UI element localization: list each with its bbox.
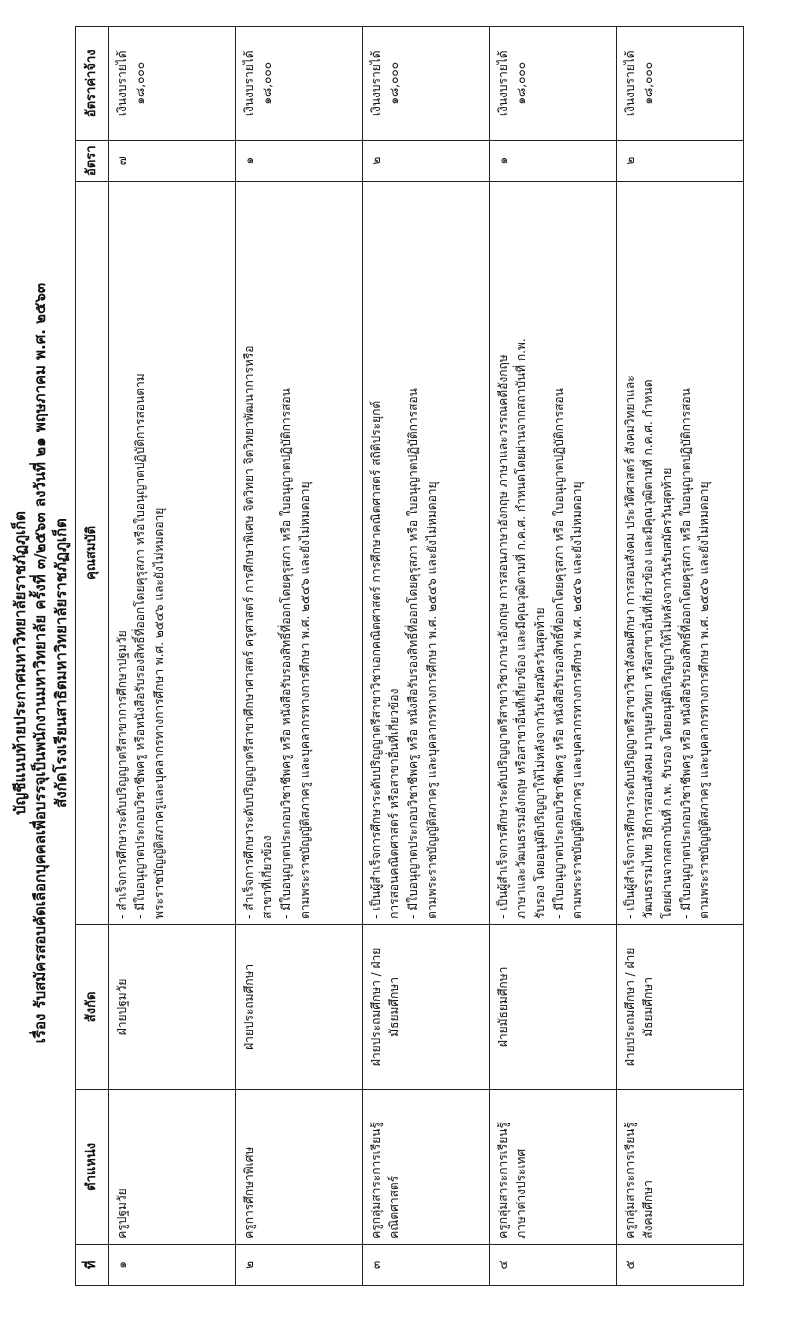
qualification-line: - เป็นผู้สำเร็จการศึกษาระดับปริญญาตรีสาขาวิชาสังคมศึกษา การสอนสังคม ประวัติศาสตร์ สังคมวิทยาและ <box>622 375 637 919</box>
row-rate: ๑ <box>235 140 362 181</box>
row-no: ๒ <box>235 1244 362 1285</box>
row-no: ๔ <box>489 1244 616 1285</box>
row-position: ครูกลุ่มสาระการเรียนรู้ คณิตศาสตร์ <box>362 1089 489 1244</box>
pay-amount: ๑๘,๐๐๐ <box>514 61 529 105</box>
table-row <box>235 27 362 1286</box>
qualification-line: - เป็นผู้สำเร็จการศึกษาระดับปริญญาตรีสาขาวิชาเอกคณิตศาสตร์ การศึกษาคณิตศาสตร์ สถิติประยุกต์ <box>368 400 383 919</box>
qualification-line: ตามพระราชบัญญัติสภาครู และบุคลากรทางการศึกษา พ.ศ. ๒๕๔๖ และยังไม่หมดอายุ <box>697 481 712 919</box>
header-rate: อัตรา <box>75 140 108 181</box>
row-pay <box>108 27 235 141</box>
pay-amount: ๑๘,๐๐๐ <box>387 61 402 105</box>
table-row <box>616 27 743 1286</box>
qualification-line: การสอนคณิตศาสตร์ หรือสาขาอื่นที่เกี่ยวข้อง <box>387 688 402 919</box>
header-subject: เรื่อง รับสมัครสอบคัดเลือกบุคคลเพื่อบรรจุเป็นพนักงานมหาวิทยาลัย ครั้งที่ ๓/๒๕๖๓ ลงวันที่ ๒๑ พฤษภาคม พ.ศ. ๒๕๖๓ <box>31 282 50 1044</box>
row-qualification <box>108 181 235 924</box>
header-no: ที่ <box>75 1244 108 1285</box>
row-rate: ๒ <box>362 140 489 181</box>
row-position: ครูกลุ่มสาระการเรียนรู้ สังคมศึกษา <box>616 1089 743 1244</box>
row-no: ๑ <box>108 1244 235 1285</box>
pay-source: เงินงบรายได้ <box>241 50 256 117</box>
qualification-line: สาขาที่เกี่ยวข้อง <box>260 835 275 919</box>
row-unit: ฝ่ายปฐมวัย <box>108 924 235 1089</box>
qualification-line: วัฒนธรรมไทย วิธีการสอนสังคม มานุษยวิทยา หรือสาขาอื่นที่เกี่ยวข้อง และมีคุณวุฒิตามที่ ก.ค.ศ. กำหนด <box>641 379 656 919</box>
row-position: ครูกลุ่มสาระการเรียนรู้ ภาษาต่างประเทศ <box>489 1089 616 1244</box>
positions-table <box>75 26 744 1286</box>
qualification-line: - เป็นผู้สำเร็จการศึกษาระดับปริญญาตรีสาขาวิชาภาษาอังกฤษ การสอนภาษาอังกฤษ ภาษาและวรรณคดีอังกฤษ <box>495 354 510 919</box>
qualification-line: - มีใบอนุญาตประกอบวิชาชีพครู หรือ หนังสือรับรองสิทธิ์ที่ออกโดยคุรุสภา หรือ ใบอนุญาตปฏิบัติการสอน <box>406 388 421 919</box>
table-row <box>489 27 616 1286</box>
qualification-line: พระราชบัญญัติสภาครูและบุคลากรทางการศึกษา พ.ศ. ๒๕๔๖ และยังไม่หมดอายุ <box>152 507 167 919</box>
header-qualification: คุณสมบัติ <box>75 181 108 924</box>
row-unit: ฝ่ายประถมศึกษา / ฝ่ายมัธยมศึกษา <box>616 924 743 1089</box>
qualification-line: ตามพระราชบัญญัติสภาครู และบุคลากรทางการศึกษา พ.ศ. ๒๕๔๖ และยังไม่หมดอายุ <box>570 481 585 919</box>
qualification-line: - สำเร็จการศึกษาระดับปริญญาตรีสาขาศึกษาศาสตร์ ครุศาสตร์ การศึกษาพิเศษ จิตวิทยา จิตวิทยาพัฒนาการหรือ <box>241 345 256 919</box>
row-position: ครูการศึกษาพิเศษ <box>235 1089 362 1244</box>
pay-amount: ๑๘,๐๐๐ <box>133 61 148 105</box>
pay-amount: ๑๘,๐๐๐ <box>641 61 656 105</box>
row-pay <box>235 27 362 141</box>
row-qualification <box>362 181 489 924</box>
table-row <box>362 27 489 1286</box>
row-qualification <box>489 181 616 924</box>
row-unit: ฝ่ายประถมศึกษา <box>235 924 362 1089</box>
row-position: ครูปฐมวัย <box>108 1089 235 1244</box>
qualification-line: ภาษาและวัฒนธรรมอังกฤษ หรือสาขาอื่นที่เกี่ยวข้อง และมีคุณวุฒิตามที่ ก.ค.ศ. กำหนดโดยผ่านจากสถาบันที่ ก.พ. <box>514 338 529 919</box>
pay-source: เงินงบรายได้ <box>622 50 637 117</box>
qualification-line: โดยผ่านจากสถาบันที่ ก.พ. รับรอง โดยอนุมัติปริญญาให้ไม่หลังจากวันรับสมัครวันสุดท้าย <box>660 467 675 919</box>
header-unit: สังกัด <box>75 924 108 1089</box>
row-qualification <box>616 181 743 924</box>
row-unit: ฝ่ายมัธยมศึกษา <box>489 924 616 1089</box>
table-header-row <box>75 27 108 1286</box>
header-pay: อัตราค่าจ้าง <box>75 27 108 141</box>
pay-source: เงินงบรายได้ <box>368 50 383 117</box>
pay-source: เงินงบรายได้ <box>495 50 510 117</box>
document-header <box>10 40 71 1286</box>
qualification-line: - มีใบอนุญาตประกอบวิชาชีพครู หรือ หนังสือรับรองสิทธิ์ที่ออกโดยคุรุสภา หรือ ใบอนุญาตปฏิบัติการสอน <box>279 388 294 919</box>
row-rate: ๒ <box>616 140 743 181</box>
row-qualification <box>235 181 362 924</box>
table-row <box>108 27 235 1286</box>
pay-source: เงินงบรายได้ <box>114 50 129 117</box>
row-no: ๕ <box>616 1244 743 1285</box>
qualification-line: - มีใบอนุญาตประกอบวิชาชีพครู หรือหนังสือรับรองสิทธิ์ที่ออกโดยคุรุสภา หรือใบอนุญาตปฏิบัติการสอนตาม <box>133 373 148 919</box>
qualification-line: รับรอง โดยอนุมัติปริญญาให้ไม่หลังจากวันรับสมัครวันสุดท้าย <box>533 607 548 919</box>
qualification-line: ตามพระราชบัญญัติสภาครู และบุคลากรทางการศึกษา พ.ศ. ๒๕๔๖ และยังไม่หมดอายุ <box>424 481 439 919</box>
qualification-line: - สำเร็จการศึกษาระดับปริญญาตรีสาขาการศึกษาปฐมวัย <box>114 630 129 919</box>
header-affiliation: สังกัดโรงเรียนสาธิตมหาวิทยาลัยราชภัฏภูเก็ต <box>51 518 70 808</box>
row-pay <box>489 27 616 141</box>
row-unit: ฝ่ายประถมศึกษา / ฝ่ายมัธยมศึกษา <box>362 924 489 1089</box>
row-rate: ๗ <box>108 140 235 181</box>
qualification-line: - มีใบอนุญาตประกอบวิชาชีพครู หรือ หนังสือรับรองสิทธิ์ที่ออกโดยคุรุสภา หรือ ใบอนุญาตปฏิบัติการสอน <box>551 388 566 919</box>
qualification-line: - มีใบอนุญาตประกอบวิชาชีพครู หรือ หนังสือรับรองสิทธิ์ที่ออกโดยคุรุสภา หรือ ใบอนุญาตปฏิบัติการสอน <box>678 388 693 919</box>
qualification-line: ตามพระราชบัญญัติสภาครู และบุคลากรทางการศึกษา พ.ศ. ๒๕๔๖ และยังไม่หมดอายุ <box>297 481 312 919</box>
row-pay <box>362 27 489 141</box>
row-no: ๓ <box>362 1244 489 1285</box>
header-title: บัญชีแนบท้ายประกาศมหาวิทยาลัยราชภัฏภูเก็ต <box>11 511 29 815</box>
row-rate: ๑ <box>489 140 616 181</box>
row-pay <box>616 27 743 141</box>
pay-amount: ๑๘,๐๐๐ <box>260 61 275 105</box>
header-position: ตำแหน่ง <box>75 1089 108 1244</box>
